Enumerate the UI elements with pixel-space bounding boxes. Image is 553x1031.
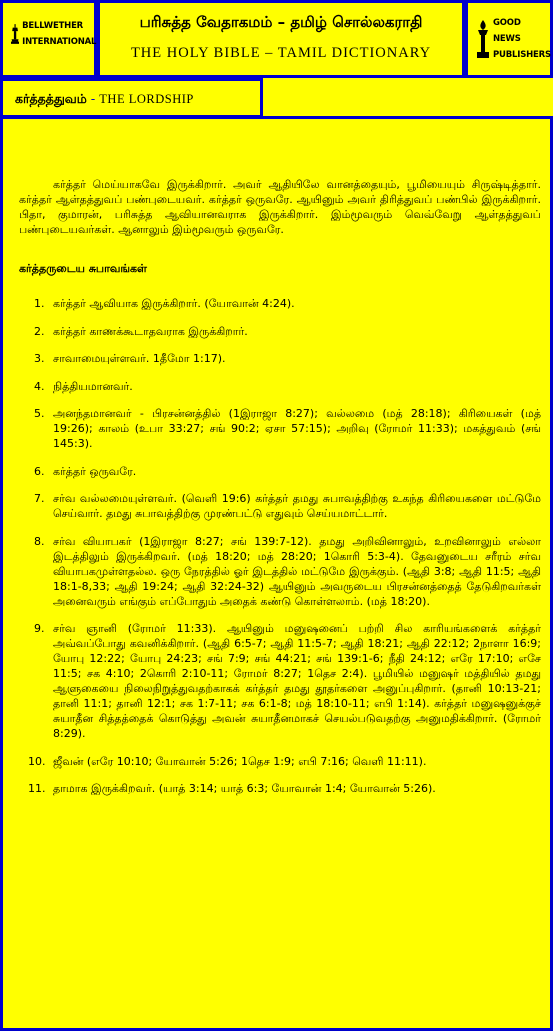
- list-item: [19, 781, 541, 796]
- list-item-number: 10.: [28, 754, 46, 768]
- list-item-number: 3.: [34, 352, 45, 365]
- title-box: [97, 0, 465, 78]
- good-news-logo: [476, 15, 551, 63]
- list-item-text: கர்த்தர் ஆவியாக இருக்கிறார். (யோவான் 4:24).: [53, 297, 295, 310]
- section-title: [15, 91, 194, 108]
- list-item-number: 8.: [34, 534, 45, 548]
- bellwether-logo: [11, 17, 102, 51]
- list-item-text: சர்வ ஞானி (ரோமர் 11:33). ஆயினும் மனுஷனைப் பற்றி சில காரியங்களைக் கர்த்தர் அவ்வப்போது கவனிக்கிறார். (ஆதி 6:5-7; ஆதி 11:5-7; ஆதி 18:21; ஆதி 22:12; 2நாளா 16:9; யோபு 12:22; யோபு 24:23; சங் 7:9; சங் 44:21; சங் 139:1-6; நீதி 24:12; எரே 17:10; எசே 11:5; சக 4:10; 2கொரி 2:10-11; ரோமர் 8:27; 1தெச 2:4). பூமியில் மனுஷர் மத்தியில் தமது ஆளுகையை நிலைநிறுத்துவதற்காகக் கர்த்தர் தமது தூதர்களை அனுப்புகிறார். (தானி 10:13-21; தானி 11:1; தானி 12:1; சக 1:7-11; சக 6:1-8; மத் 18:10-11; எபி 1:14). கர்த்தர் மனுஷனுக்குச் சுயாதீன சித்தத்தைக் கொடுத்து அவன் சுயாதீனமாகச் செயல்படுவதற்கு அனுமதிக்கிறார். (ரோமர் 8:29).: [53, 622, 541, 740]
- list-item: [19, 491, 541, 521]
- list-item-text: கர்த்தர் ஒருவரே.: [53, 464, 137, 478]
- right-logo-text: GOOD NEWS PUBLISHERS: [493, 18, 551, 60]
- list-item-text: அனந்தமானவர் - பிரசன்னத்தில் (1இராஜா 8:27); வல்லமை (மத் 28:18); கிரியைகள் (மத் 19:26); காலம் (உபா 33:27; சங் 90:2; ஏசா 57:15); அறிவு (ரோமர் 11:33); மகத்துவம் (சங் 145:3).: [53, 407, 541, 450]
- list-item: [19, 351, 541, 366]
- title-tamil: பரிசுத்த வேதாகமம் – தமிழ் சொல்லகராதி: [139, 13, 423, 31]
- list-item: [19, 296, 541, 311]
- content-panel: [0, 116, 553, 1031]
- list-item: [19, 754, 541, 769]
- list-item-text: சர்வ வியாபகர் (1இராஜா 8:27; சங் 139:7-12). தமது அறிவினாலும், உறவினாலும் எல்லா இடத்திலும் இருக்கிறவர். (மத் 18:20; மத் 28:20; 1கொரி 5:3-4). தேவனுடைய சரீரம் சர்வ வியாபகமுள்ளதல்ல. ஒரு நேரத்தில் ஓர் இடத்தில் மட்டுமே இருக்கும். (ஆதி 3:8; ஆதி 11:5; ஆதி 18:1-8,33; ஆதி 19:24; ஆதி 32:24-32) ஆயினும் அவருடைய பிரசன்னத்தைத் தேடுகிறவர்கள் அனைவரும் எங்கும் எப்போதும் அதைக் கண்டு கொள்ளலாம். (மத் 18:20).: [53, 534, 541, 608]
- list-item: [19, 534, 541, 609]
- list-item-text: கர்த்தர் காணக்கூடாதவராக இருக்கிறார்.: [53, 324, 248, 338]
- lamp-icon: [11, 17, 19, 51]
- list-item-text: சர்வ வல்லமையுள்ளவர். (வெளி 19:6) கர்த்தர் தமது சுபாவத்திற்கு உகந்த கிரியைகளை மட்டுமே செய்வார். தமது சுபாவத்திற்கு முரண்பட்டு எதுவும் செய்யமாட்டார்.: [53, 492, 541, 520]
- attributes-list: [19, 296, 541, 809]
- section-term-english: THE LORDSHIP: [99, 92, 194, 106]
- list-item-number: 11.: [28, 782, 46, 795]
- list-item-number: 4.: [34, 379, 45, 393]
- list-item: [19, 406, 541, 451]
- list-item: [19, 621, 541, 741]
- content-divider: [3, 116, 553, 119]
- attributes-heading: கர்த்தருடைய சுபாவங்கள்: [19, 262, 147, 275]
- list-item-text: சாவாமையுள்ளவர். 1தீமோ 1:17).: [53, 352, 226, 365]
- torch-icon: [476, 20, 490, 58]
- publisher-logo-right: [465, 0, 553, 78]
- list-item-number: 6.: [34, 464, 45, 478]
- list-item-number: 2.: [34, 324, 45, 338]
- section-term-tamil: கர்த்தத்துவம்: [15, 91, 87, 106]
- left-logo-text: BELLWETHER INTERNATIONAL: [22, 21, 97, 47]
- page-header: [0, 0, 553, 78]
- list-item: [19, 324, 541, 339]
- intro-paragraph: கர்த்தர் மெய்யாகவே இருக்கிறார். அவர் ஆதியிலே வானத்தையும், பூமியையும் சிருஷ்டித்தார். கர்த்தர் ஆள்தத்துவப் பண்புடையவர். கர்த்தர் ஒருவரே. ஆயினும் அவர் திரித்துவப் பண்பில் இருக்கிறார். பிதா, குமாரன், பரிசுத்த ஆவியானவராக இருக்கிறார். இம்மூவரும் வெவ்வேறு ஆள்தத்துவப் பண்புடையவர்கள். ஆனாலும் இம்மூவரும் ஒருவரே.: [19, 178, 541, 236]
- list-item-number: 5.: [34, 407, 45, 420]
- publisher-logo-left: [0, 0, 97, 78]
- section-separator: -: [86, 91, 100, 106]
- list-item-number: 7.: [34, 492, 45, 505]
- title-english: THE HOLY BIBLE – TAMIL DICTIONARY: [130, 45, 432, 61]
- list-item-number: 1.: [34, 297, 45, 310]
- list-item-text: நித்தியமானவர்.: [53, 379, 133, 393]
- list-item: [19, 464, 541, 479]
- section-title-tab: [0, 78, 263, 118]
- list-item-text: தாமாக இருக்கிறவர். (யாத் 3:14; யாத் 6:3; யோவான் 1:4; யோவான் 5:26).: [53, 782, 436, 795]
- list-item-number: 9.: [34, 622, 45, 635]
- list-item: [19, 379, 541, 394]
- list-item-text: ஜீவன் (எரே 10:10; யோவான் 5:26; 1தெச 1:9; எபி 7:16; வெளி 11:11).: [53, 754, 427, 768]
